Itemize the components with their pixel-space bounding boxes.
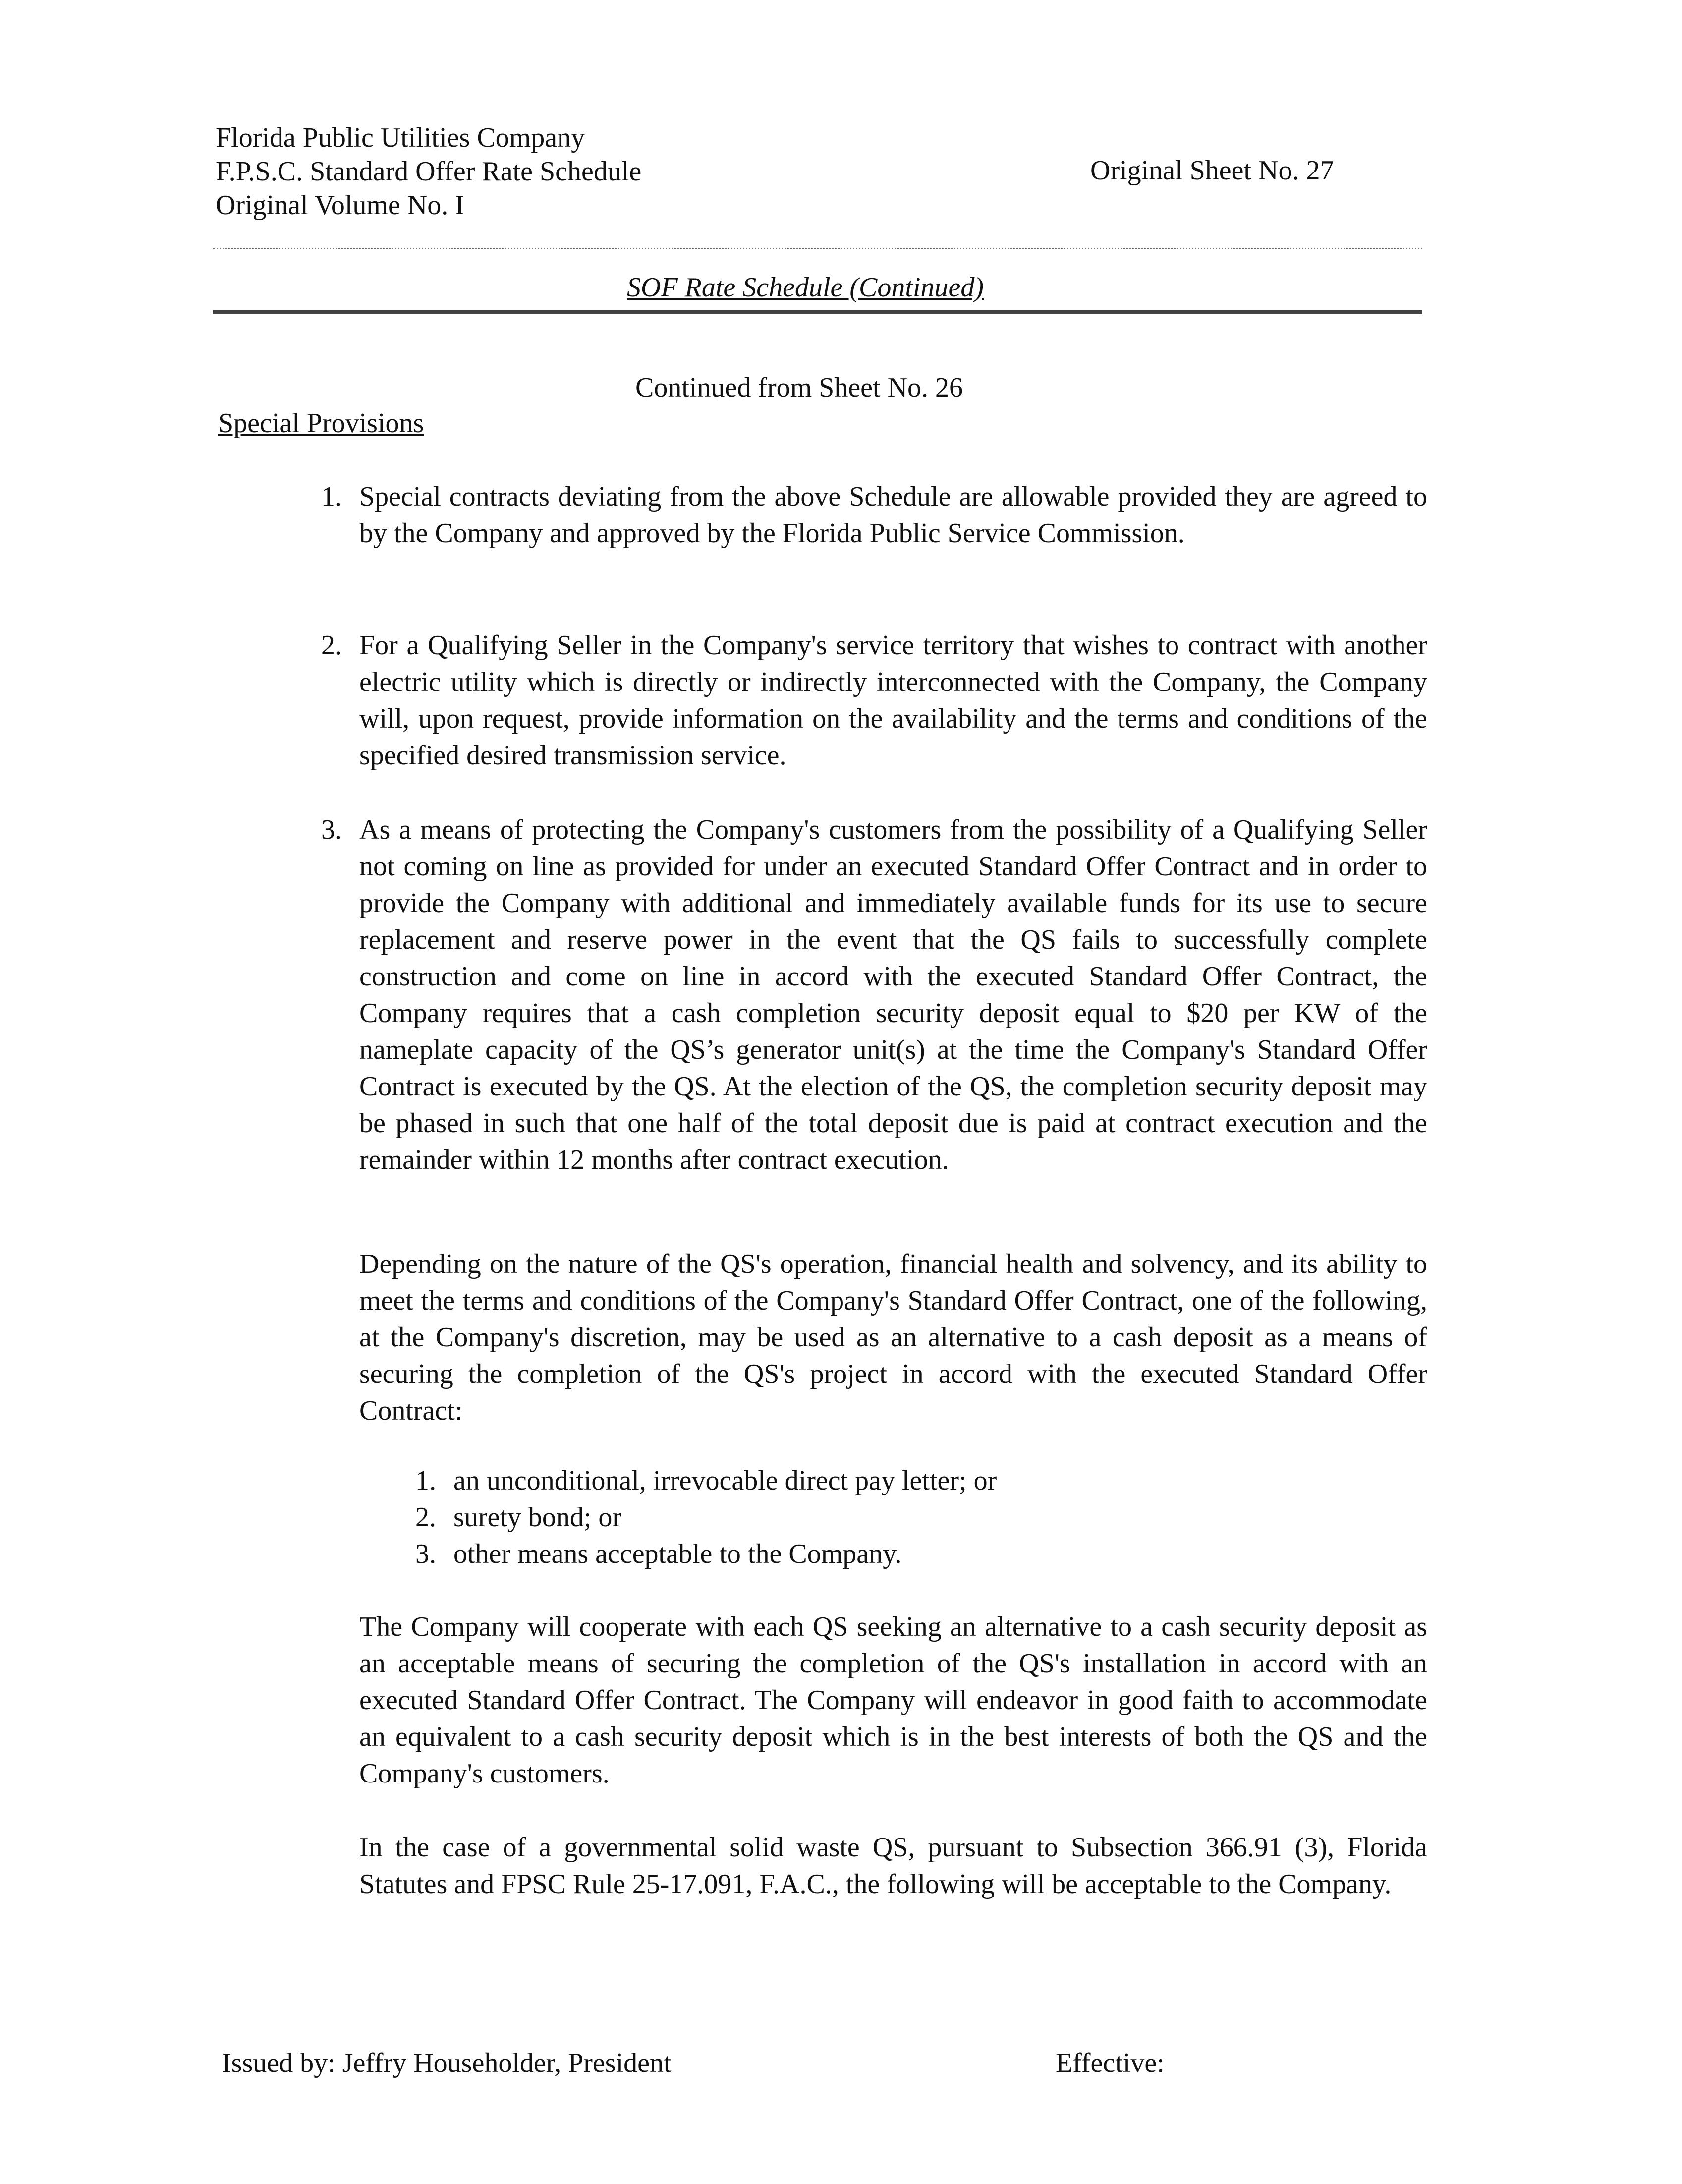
header-company: Florida Public Utilities Company <box>216 122 585 153</box>
header-volume: Original Volume No. I <box>216 190 464 221</box>
cooperation-paragraph: The Company will cooperate with each QS seeking an alternative to a cash security deposit as an acceptable means of securing the completion of the QS's installation in accord with an executed Standard Offer Contract. The Company will endeavor in good faith to accommodate an equivalent to a cash security deposit which is in the best interests of both the QS and the Company's customers. <box>359 1611 1427 1789</box>
provision-text: As a means of protecting the Company's customers from the possibility of a Qualifying Seller not coming on line as provided for under an executed Standard Offer Contract and in order to provide the Company with additional and immediately available funds for its use to secure replacement and reserve power in the event that the QS fails to successfully complete construction and come on line in accord with the executed Standard Offer Contract, the Company requires that a cash completion security deposit equal to $20 per KW of the nameplate capacity of the QS’s generator unit(s) at the time the Company's Standard Offer Contract is executed by the QS. At the election of the QS, the completion security deposit may be phased in such that one half of the total deposit due is paid at contract execution and the remainder within 12 months after contract execution. <box>359 814 1427 1175</box>
sub-item-number: 3. <box>415 1539 436 1569</box>
sub-item-text: surety bond; or <box>453 1502 622 1533</box>
sub-item-number: 1. <box>415 1465 436 1496</box>
header-solid-rule <box>213 310 1422 314</box>
issued-by: Issued by: Jeffry Householder, President <box>222 2048 672 2078</box>
header-sheet-number: Original Sheet No. 27 <box>1090 155 1334 186</box>
header-dotted-rule <box>213 248 1422 249</box>
provision-text: For a Qualifying Seller in the Company's service territory that wishes to contract with another electric utility which is directly or indirectly interconnected with the Company, the Company will, upon request, provide information on the availability and the terms and conditions of the specified desired transmission service. <box>359 630 1427 771</box>
sub-item-text: other means acceptable to the Company. <box>453 1539 902 1569</box>
special-provisions-heading: Special Provisions <box>218 408 424 439</box>
sub-item-number: 2. <box>415 1502 436 1533</box>
governmental-paragraph: In the case of a governmental solid waste QS, pursuant to Subsection 366.91 (3), Florida Statutes and FPSC Rule 25-17.091, F.A.C., the following will be acceptable to the Company. <box>359 1832 1427 1899</box>
header-schedule: F.P.S.C. Standard Offer Rate Schedule <box>216 156 642 187</box>
provision-number: 3. <box>321 814 342 845</box>
alternatives-paragraph: Depending on the nature of the QS's operation, financial health and solvency, and its ability to meet the terms and conditions of the Company's Standard Offer Contract, one of the following, at the Company's discretion, may be used as an alternative to a cash deposit as a means of securing the completion of the QS's project in accord with the executed Standard Offer Contract: <box>359 1249 1427 1426</box>
provision-number: 1. <box>321 481 342 512</box>
provision-number: 2. <box>321 630 342 661</box>
section-title: SOF Rate Schedule (Continued) <box>627 272 984 303</box>
continued-from: Continued from Sheet No. 26 <box>635 372 963 403</box>
provision-text: Special contracts deviating from the above Schedule are allowable provided they are agreed to by the Company and approved by the Florida Public Service Commission. <box>359 481 1427 549</box>
sub-item-text: an unconditional, irrevocable direct pay letter; or <box>453 1465 997 1496</box>
effective-label: Effective: <box>1056 2048 1165 2078</box>
